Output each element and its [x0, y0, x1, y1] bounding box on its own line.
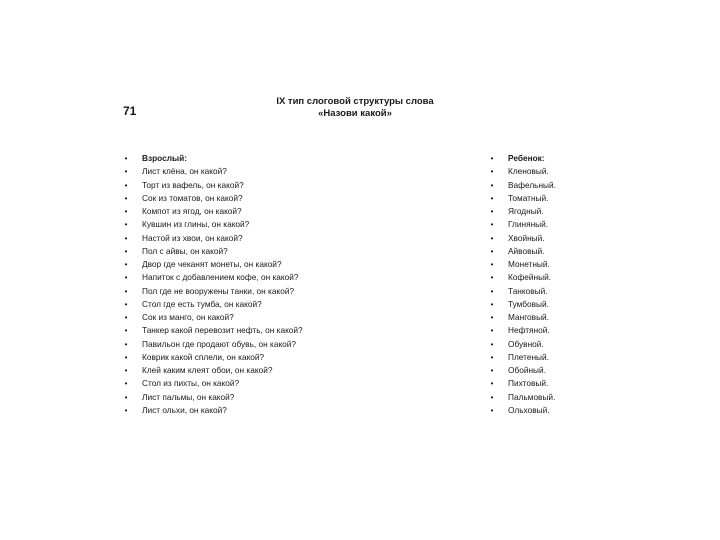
question-item-text: Танкер какой перевозит нефть, он какой?: [142, 325, 303, 336]
question-item: [122, 152, 382, 165]
answer-item: [488, 338, 598, 351]
answer-item-text: Обувной.: [508, 338, 544, 349]
answer-item: [488, 192, 598, 205]
answer-item: [488, 152, 598, 165]
question-item: [122, 404, 382, 417]
bullet-icon: •: [124, 286, 128, 296]
question-item: [122, 218, 382, 231]
answer-item-text: Манговый.: [508, 312, 549, 322]
question-item-text: Пол где не вооружены танки, он какой?: [142, 285, 295, 296]
answer-item-text: Пальмовый.: [508, 391, 556, 402]
bullet-icon: •: [124, 246, 128, 256]
answer-item-text: Пихтовый.: [508, 378, 549, 389]
answer-item-text: Танковый.: [508, 285, 548, 296]
answer-item-text: Ольховый.: [508, 404, 550, 415]
bullet-icon: •: [490, 167, 494, 177]
question-item-text: Двор где чеканят монеты, он какой?: [142, 259, 282, 269]
bullet-icon: •: [124, 366, 128, 375]
question-item-text: Стол где есть тумба, он какой?: [142, 298, 262, 309]
bullet-icon: •: [490, 246, 494, 256]
bullet-icon: •: [124, 207, 128, 216]
bullet-icon: •: [490, 366, 494, 375]
question-item: [122, 298, 382, 311]
answer-item: [488, 205, 598, 218]
answer-item: [488, 311, 598, 324]
bullet-icon: •: [124, 352, 128, 362]
question-item: [122, 192, 382, 205]
question-item-text: Лист пальмы, он какой?: [142, 391, 235, 402]
bullet-icon: •: [490, 339, 494, 349]
question-item-text: Лист клёна, он какой?: [142, 166, 227, 177]
question-item: [122, 338, 382, 351]
answer-item: [488, 377, 598, 390]
question-item-text: Настой из хвои, он какой?: [142, 232, 243, 243]
answer-item: [488, 351, 598, 364]
bullet-icon: •: [490, 352, 494, 362]
bullet-icon: •: [490, 405, 494, 415]
bullet-icon: •: [124, 339, 128, 349]
answer-item-text: Глиняный.: [508, 219, 549, 230]
answer-item-text: Вафельный.: [508, 179, 556, 190]
question-item: [122, 271, 382, 284]
question-item-text: Клей каким клеят обои, он какой?: [142, 365, 273, 375]
bullet-icon: •: [124, 154, 128, 163]
slide-bottom-area: [0, 416, 720, 540]
answer-item-text: Хвойный.: [508, 232, 545, 243]
bullet-icon: •: [490, 286, 494, 296]
question-item-text: Коврик какой сплели, он какой?: [142, 351, 265, 362]
page-title: [250, 96, 460, 120]
answer-item: [488, 391, 598, 404]
question-item: [122, 232, 382, 245]
answer-item: [488, 324, 598, 337]
bullet-icon: •: [124, 273, 128, 283]
bullet-icon: •: [124, 379, 128, 389]
bullet-icon: •: [124, 260, 128, 269]
question-item: [122, 391, 382, 404]
answer-item-text: Нефтяной.: [508, 325, 550, 336]
answer-item: [488, 218, 598, 231]
answer-item-text: Айвовый.: [508, 245, 545, 256]
answer-item: [488, 245, 598, 258]
slide-number: 71: [123, 104, 137, 118]
bullet-icon: •: [124, 392, 128, 402]
question-item: [122, 165, 382, 178]
bullet-icon: •: [490, 233, 494, 243]
answer-item: [488, 285, 598, 298]
title-line-2: «Назови какой»: [318, 108, 392, 119]
answer-item-text: Монетный.: [508, 259, 550, 269]
question-item-text: Пол с айвы, он какой?: [142, 245, 228, 256]
answer-item: [488, 179, 598, 192]
answer-item: [488, 232, 598, 245]
question-item: [122, 285, 382, 298]
bullet-icon: •: [124, 180, 128, 190]
bullet-icon: •: [490, 180, 494, 190]
question-item-text: Сок из томатов, он какой?: [142, 192, 243, 203]
bullet-icon: •: [124, 299, 128, 309]
title-line-1: IX тип слоговой структуры слова: [276, 96, 434, 107]
question-item: [122, 179, 382, 192]
question-item: [122, 377, 382, 390]
answer-item-text: Ребенок:: [508, 153, 545, 163]
bullet-icon: •: [124, 326, 128, 336]
answer-item-text: Ягодный.: [508, 206, 544, 216]
bullet-icon: •: [490, 379, 494, 389]
answer-item: [488, 165, 598, 178]
question-item: [122, 311, 382, 324]
bullet-icon: •: [490, 260, 494, 269]
question-item: [122, 205, 382, 218]
answer-item-text: Кленовый.: [508, 166, 549, 177]
bullet-icon: •: [490, 299, 494, 309]
bullet-icon: •: [124, 313, 128, 322]
question-item: [122, 245, 382, 258]
question-item-text: Торт из вафель, он какой?: [142, 179, 244, 190]
question-item-text: Кувшин из глины, он какой?: [142, 219, 250, 230]
adult-question-list: [122, 152, 382, 417]
answer-item: [488, 271, 598, 284]
question-item: [122, 351, 382, 364]
bullet-icon: •: [490, 273, 494, 283]
bullet-icon: •: [490, 193, 494, 203]
bullet-icon: •: [490, 392, 494, 402]
question-item-text: Компот из ягод, он какой?: [142, 206, 242, 216]
answer-item-text: Томатный.: [508, 192, 549, 203]
question-item-text: Павильон где продают обувь, он какой?: [142, 338, 297, 349]
bullet-icon: •: [124, 167, 128, 177]
question-item-text: Взрослый:: [142, 153, 187, 163]
child-answer-list: [488, 152, 598, 417]
answer-item: [488, 298, 598, 311]
question-item: [122, 258, 382, 271]
answer-item: [488, 404, 598, 417]
question-item-text: Стол из пихты, он какой?: [142, 378, 240, 389]
bullet-icon: •: [490, 154, 494, 163]
question-item-text: Сок из манго, он какой?: [142, 312, 234, 322]
question-item: [122, 364, 382, 377]
bullet-icon: •: [124, 405, 128, 415]
bullet-icon: •: [490, 313, 494, 322]
bullet-icon: •: [490, 220, 494, 230]
question-item-text: Напиток с добавлением кофе, он какой?: [142, 272, 299, 283]
bullet-icon: •: [124, 233, 128, 243]
answer-item-text: Плетеный.: [508, 351, 549, 362]
answer-item-text: Обойный.: [508, 365, 546, 375]
answer-item-text: Тумбовый.: [508, 298, 549, 309]
question-item: [122, 324, 382, 337]
answer-item: [488, 258, 598, 271]
bullet-icon: •: [490, 326, 494, 336]
bullet-icon: •: [124, 220, 128, 230]
bullet-icon: •: [124, 193, 128, 203]
answer-item: [488, 364, 598, 377]
question-item-text: Лист ольхи, он какой?: [142, 404, 227, 415]
bullet-icon: •: [490, 207, 494, 216]
answer-item-text: Кофейный.: [508, 272, 552, 283]
